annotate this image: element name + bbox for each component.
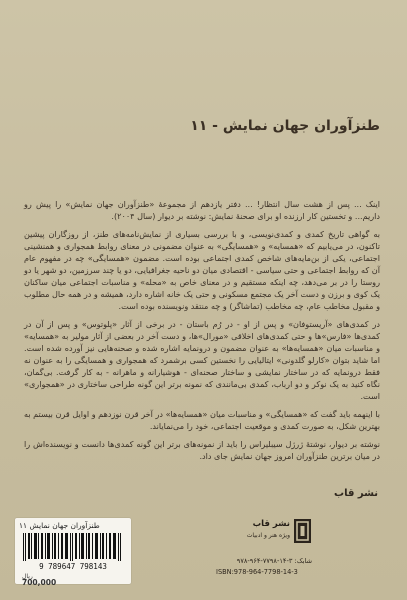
blurb-paragraph: به گواهی تاریخ کمدی و کمدی‌نویسی، و با بررسی بسیاری از نمایش‌نامه‌های طنز، از روزگاران پیشین تاکنون، در می‌یابیم که «همسایه» و «همسایگی» به عنوان مضمونی در معنای روابط همجواری و همنشینی اجتماعی، یکی از بن‌مایه‌های شاخص کمدی اجتماعی بوده است. مضمون «همسایگی» چه در مفهوم عام آن که روابط اجتماعی و حتی سیاسی - اقتصادی میان دو ناحیه جغرافیایی، دو یا چند سرزمین، دو شهر یا دو روستا را در بر می‌دهد، چه اینکه مستقیم و در معنای خاص به «محله» و مناسبات اجتماعی میان ساکنان یک کوی و برزن و دست آخر یک مجتمع مسکونی و حتی یک خانه اشاره دارد، همیشه و در همه حال مطلوب و مقبول مخاطب عام، چه مخاطب (تماشاگر) و چه منتقد ونویسنده بوده است. [24, 229, 380, 311]
blurb-paragraph: اینک ... پس از هشت سال انتظار! ... دفتر یازدهم از مجموعهٔ «طنزآوران جهان نمایش» را پیش رو داریم... و تخستین کار ارزنده او برای صحنهٔ نمایش: نوشته بر دیوار (سال ۲۰۰۴). [24, 199, 380, 221]
price-sticker [15, 518, 131, 587]
blurb-paragraph: با اینهمه باید گفت که «همسایگی» و مناسبات میان «همسایه‌ها» در آخر قرن نوزدهم و اوایل قرن بیستم به بهترین شکل، به صورت کمدی و موقعیت اجتماعی، خود را می‌نمایاند. [24, 409, 380, 431]
imprint-name: نشر قاب [252, 519, 290, 529]
publisher-name: نشر قاب [334, 488, 378, 499]
isbn-latin: ISBN:978-964-7798-14-3 [216, 568, 298, 576]
barcode-icon [21, 533, 125, 561]
blurb-paragraph: در کمدی‌های «آریستوفان» و پس از او - در رُم باستان - در برخی از آثار «پلوتوس» و پس از آن در کمدی‌ها «فارس»ها و حتی کمدی‌های اخلاقی «مورال»ها، و دست آخر در بعضی از آثار مولیر به «همسایه» و مناسبات میان «همسایه‌ها» به عنوان مضمون و درونمایه اشاره شده و صحنه‌هایی نیز آورده شده است. اما شاید بتوان «کارلو گلدونی» ایتالیایی را نخستین کسی برشمرد که همجواری و همسایگی را به عنوان نه فقط درونمایه که در ساختار نمایشی و ساختار صحنه‌ای - هوشیارانه و ماهرانه - به کار گرفت. بی‌گمان، نگاه کنید به یک نوکر و دو ارباب، کمدی بی‌مانندی که نمونه برتر این گونه طراحی ساختاری در «همجواری» است. [24, 319, 380, 401]
barcode-number: 9 789647 798143 [39, 562, 107, 571]
blurb-text [24, 198, 380, 468]
price [22, 573, 82, 587]
imprint-tagline: ویژه هنر و ادبیات [246, 532, 290, 539]
isbn-persian: شابک: ۳-۱۴-۷۷۹۸-۹۶۴-۹۷۸ [236, 557, 312, 565]
blurb-paragraph: نوشته بر دیوار، نوشتهٔ ژرژل سیبلیراس را باید از نمونه‌های برتر این گونه کمدی‌ها دانست و نویسنده‌اش را در میان برترین طنزآوران امروز جهان نمایش جای داد. [24, 439, 380, 461]
sticker-title: طنزآوران جهان نمایش ۱۱ [19, 521, 100, 530]
publisher-logo-icon [294, 519, 311, 543]
currency-label: ریال [22, 573, 33, 580]
price-value: 700,000 [22, 578, 57, 587]
book-title: طنزآوران جهان نمایش - ۱۱ [190, 118, 380, 134]
